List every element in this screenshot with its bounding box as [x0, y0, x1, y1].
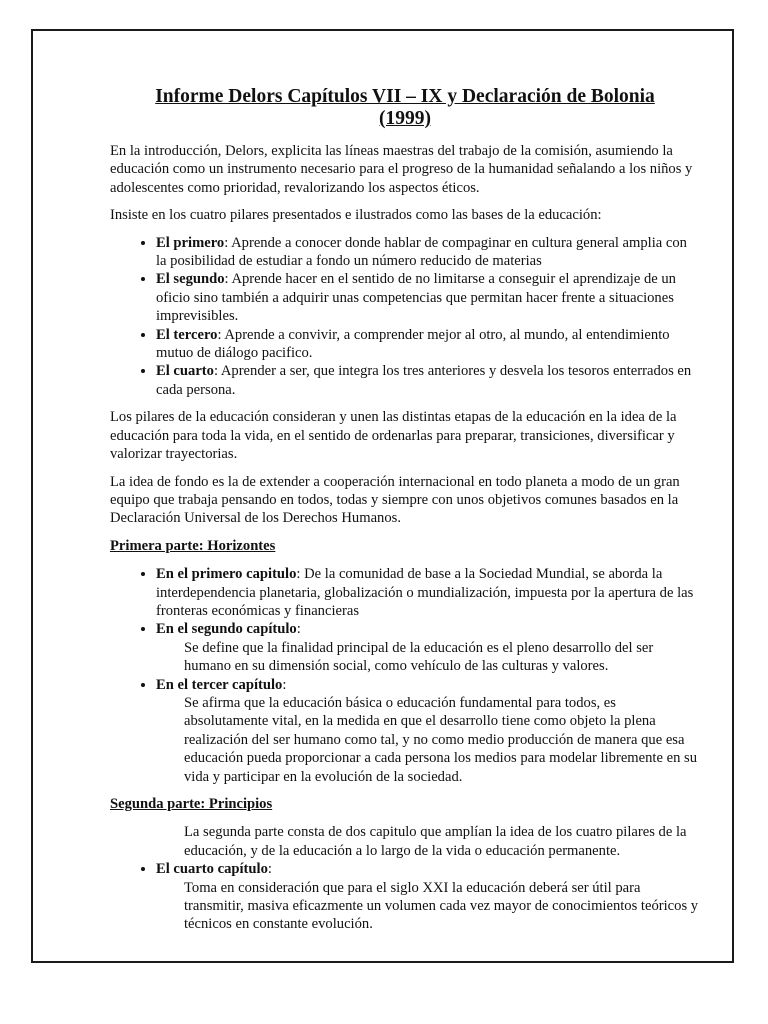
- chapter-text: : De la comunidad de base a la Sociedad Mundial, se aborda la interdependencia planetaria, globalización o mundialización, impuesta por la apertura de las fronteras económicas y financieras: [156, 566, 694, 619]
- part2-heading: Segunda parte: Principios: [110, 796, 273, 812]
- pillars-paragraph: Los pilares de la educación consideran y unen las distintas etapas de la educación en la idea de la educación para toda la vida, en el sentido de ordenarlas para preparar, transiciones, diversificar y valorizar trayectorias.: [110, 409, 677, 463]
- title-line-2: (1999): [379, 108, 431, 129]
- pillar-label: El tercero: [156, 326, 218, 343]
- chapter-label: En el segundo capítulo: [156, 621, 297, 638]
- chapter-body: Toma en consideración que para el siglo XXI la educación deberá ser útil para transmitir, masiva eficazmente un volumen cada vez mayor de conocimientos teóricos y técnicos en constante evolución.: [184, 879, 699, 933]
- intro-paragraph: En la introducción, Delors, explicita las líneas maestras del trabajo de la comisión, asumiendo la educación como un instrumento necesario para el progreso de la humanidad señalando a los niños y adolescentes como prioridad, revalorizando los aspectos éticos.: [110, 143, 693, 196]
- part2-list: [110, 860, 700, 934]
- list-item: [156, 326, 700, 363]
- pillar-label: El segundo: [156, 271, 225, 288]
- part1-heading: Primera parte: Horizontes: [110, 537, 276, 554]
- list-item: [156, 270, 700, 325]
- pillar-text: : Aprende a convivir, a comprender mejor al otro, al mundo, al entendimiento mutuo de diálogo pacifico.: [156, 326, 670, 362]
- part2-intro: La segunda parte consta de dos capitulo que amplían la idea de los cuatro pilares de la educación, y de la educación a lo largo de la vida o educación permanente.: [184, 824, 687, 859]
- chapter-body: Se define que la finalidad principal de la educación es el pleno desarrollo del ser humano en su dimensión social, como vehículo de las culturas y valores.: [184, 639, 654, 675]
- document-title: [110, 86, 700, 130]
- chapter-body: Se afirma que la educación básica o educación fundamental para todos, es absolutamente vital, en la medida en que el desarrollo tiene como objeto la plena realización del ser humano como tal, y no como medio producción de manera que esa educación pueda proporcionar a cada persona los medios para modelar libremente en su vida y participar en la evolución de la sociedad.: [184, 694, 698, 785]
- list-item: [156, 620, 700, 675]
- pillar-text: : Aprender a ser, que integra los tres anteriores y desvela los tesoros enterrados en cada persona.: [156, 363, 692, 398]
- title-line-1: Informe Delors Capítulos VII – IX y Declaración de Bolonia: [155, 86, 655, 107]
- chapter-text: :: [282, 676, 287, 693]
- list-item: [156, 565, 700, 620]
- pillar-label: El cuarto: [156, 363, 214, 380]
- list-item: [156, 860, 700, 934]
- chapter-label: En el tercer capítulo: [156, 676, 283, 693]
- chapter-label: En el primero capitulo: [156, 566, 297, 583]
- pillar-label: El primero: [156, 234, 225, 251]
- list-item: [156, 362, 700, 399]
- list-item: [156, 234, 700, 271]
- chapter-text: :: [267, 861, 272, 878]
- list-item: [156, 676, 700, 786]
- chapter-label: El cuarto capítulo: [156, 861, 268, 878]
- pillar-text: : Aprende a conocer donde hablar de compaginar en cultura general amplia con la posibilidad de estudiar a fondo un número reducido de materias: [156, 234, 687, 270]
- pillar-text: : Aprende hacer en el sentido de no limitarse a conseguir el aprendizaje de un oficio sino también a adquirir unas competencias que permitan hacer frente a situaciones imprevisibles.: [156, 271, 676, 325]
- part1-list: [110, 565, 700, 786]
- idea-paragraph: La idea de fondo es la de extender a cooperación internacional en todo planeta a modo de un gran equipo que trabaja pensando en todos, todas y siempre con unos objetivos comunes basados en la Declaración Universal de los Derechos Humanos.: [110, 473, 680, 527]
- document-content: [110, 86, 700, 943]
- pillars-list: [110, 234, 700, 400]
- pillars-intro: Insiste en los cuatro pilares presentados e ilustrados como las bases de la educación:: [110, 207, 602, 224]
- chapter-text: :: [296, 621, 301, 638]
